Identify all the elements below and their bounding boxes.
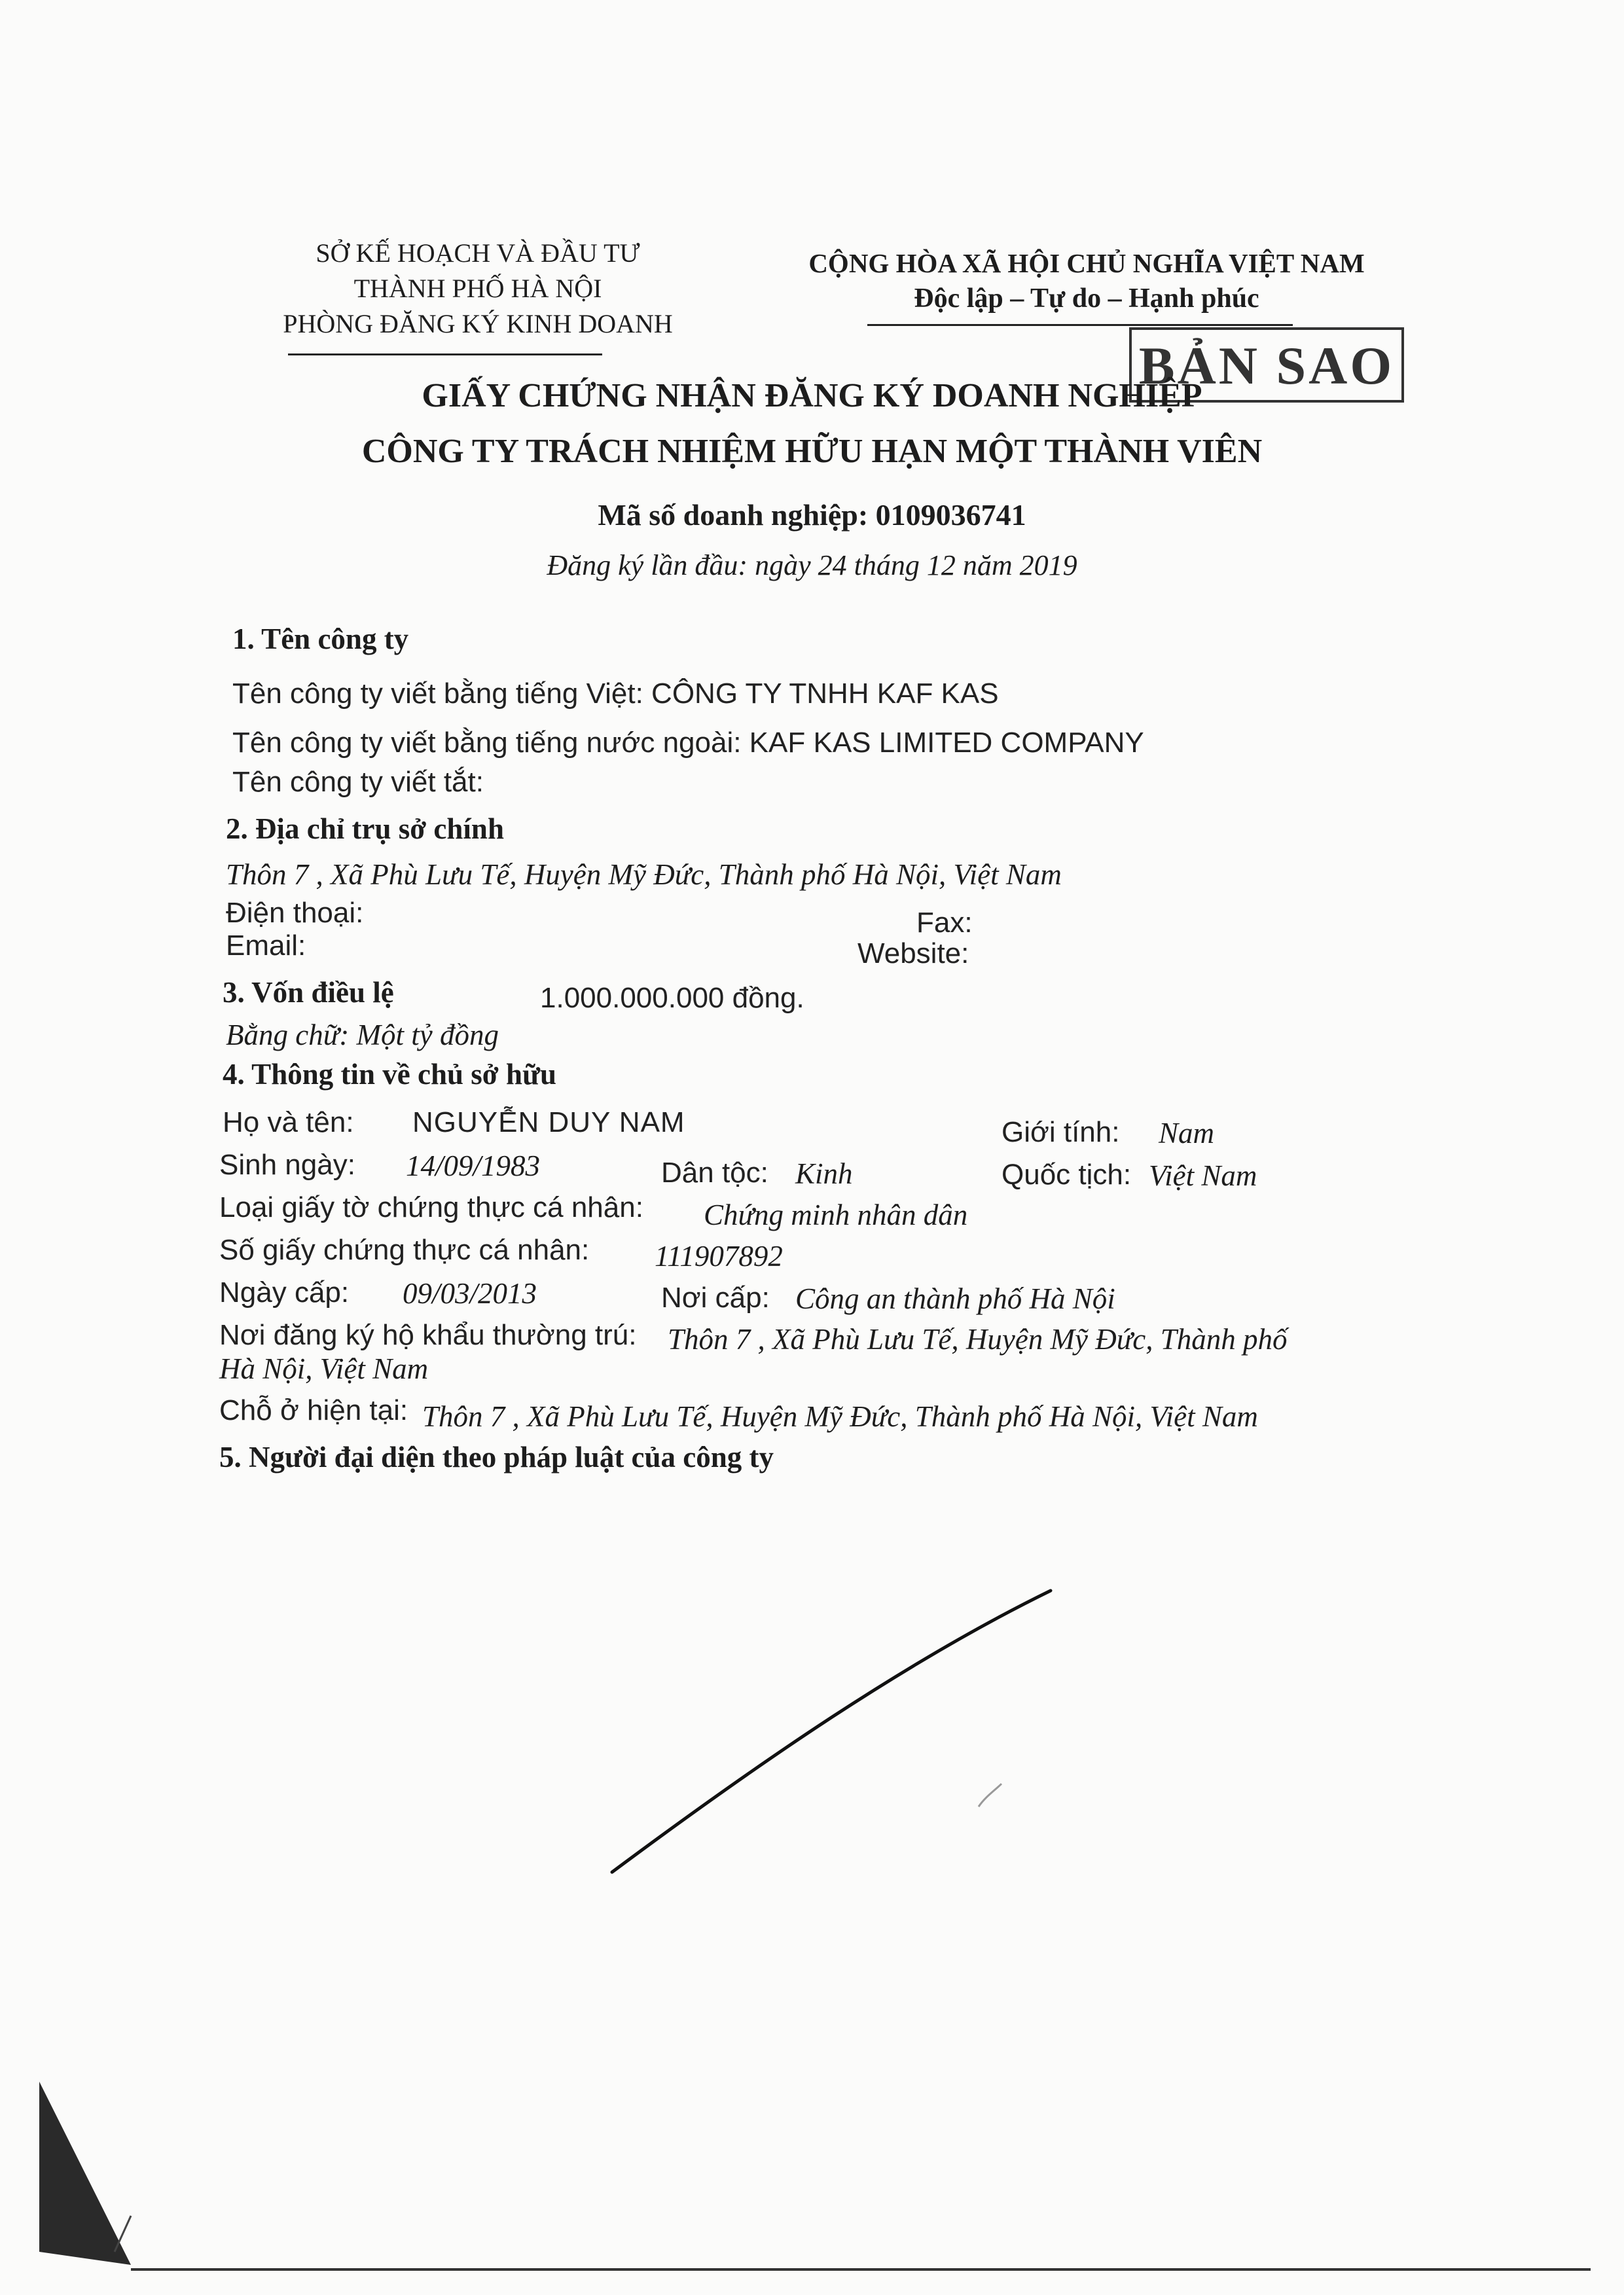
issue-date-value: 09/03/2013 <box>403 1277 537 1310</box>
current-address-value: Thôn 7 , Xã Phù Lưu Tế, Huyện Mỹ Đức, Thành phố Hà Nội, Việt Nam <box>422 1400 1258 1433</box>
nationality-label: Quốc tịch: <box>1001 1159 1132 1191</box>
corner-shadow <box>39 2082 131 2265</box>
short-company-name: Tên công ty viết tắt: <box>232 766 484 798</box>
phone-label: Điện thoại: <box>226 897 364 929</box>
email-label: Email: <box>226 930 306 962</box>
enterprise-code: Mã số doanh nghiệp: 0109036741 <box>598 498 1026 532</box>
section-4-heading: 4. Thông tin về chủ sở hữu <box>223 1058 557 1091</box>
permanent-address-line-1: Thôn 7 , Xã Phù Lưu Tế, Huyện Mỹ Đức, Thành phố <box>668 1323 1288 1356</box>
issue-date-label: Ngày cấp: <box>219 1276 350 1309</box>
dob-label: Sinh ngày: <box>219 1149 355 1181</box>
section-3-heading: 3. Vốn điều lệ <box>223 976 394 1009</box>
vn-company-name: Tên công ty viết bằng tiếng Việt: CÔNG TY TNHH KAF KAS <box>232 678 999 710</box>
head-office-address: Thôn 7 , Xã Phù Lưu Tế, Huyện Mỹ Đức, Thành phố Hà Nội, Việt Nam <box>226 858 1062 891</box>
permanent-address-label: Nơi đăng ký hộ khẩu thường trú: <box>219 1319 637 1351</box>
copy-stamp: BẢN SAO <box>1129 327 1404 403</box>
gender-label: Giới tính: <box>1001 1116 1120 1148</box>
ethnicity-label: Dân tộc: <box>661 1157 768 1189</box>
authority-line-1: SỞ KẾ HOẠCH VÀ ĐẦU TƯ <box>316 238 640 268</box>
nationality-value: Việt Nam <box>1149 1159 1257 1192</box>
website-label: Website: <box>857 937 969 969</box>
id-type-label: Loại giấy tờ chứng thực cá nhân: <box>219 1191 643 1223</box>
country-name: CỘNG HÒA XÃ HỘI CHỦ NGHĨA VIỆT NAM <box>808 248 1365 278</box>
fax-label: Fax: <box>916 907 973 939</box>
ethnicity-value: Kinh <box>795 1157 853 1190</box>
id-number-label: Số giấy chứng thực cá nhân: <box>219 1234 590 1266</box>
issue-place-value: Công an thành phố Hà Nội <box>795 1282 1115 1315</box>
certificate-title: GIẤY CHỨNG NHẬN ĐĂNG KÝ DOANH NGHIỆP <box>422 377 1202 414</box>
owner-name-label: Họ và tên: <box>223 1106 354 1138</box>
foreign-company-name: Tên công ty viết bằng tiếng nước ngoài: KAF KAS LIMITED COMPANY <box>232 727 1144 759</box>
current-address-label: Chỗ ở hiện tại: <box>219 1394 408 1426</box>
authority-line-2: THÀNH PHỐ HÀ NỘI <box>353 274 602 303</box>
first-registration-date: Đăng ký lần đầu: ngày 24 tháng 12 năm 2019 <box>547 549 1077 581</box>
charter-capital: 1.000.000.000 đồng. <box>540 982 804 1014</box>
owner-name: NGUYỄN DUY NAM <box>412 1106 685 1138</box>
id-type-value: Chứng minh nhân dân <box>704 1199 968 1231</box>
id-number-value: 111907892 <box>655 1240 783 1273</box>
authority-line-3: PHÒNG ĐĂNG KÝ KINH DOANH <box>283 309 673 338</box>
permanent-address-line-2: Hà Nội, Việt Nam <box>219 1352 429 1385</box>
capital-in-words: Bằng chữ: Một tỷ đồng <box>226 1019 499 1051</box>
issue-place-label: Nơi cấp: <box>661 1282 770 1314</box>
motto: Độc lập – Tự do – Hạnh phúc <box>914 283 1259 314</box>
page-bottom-edge <box>131 2268 1591 2271</box>
section-5-heading: 5. Người đại diện theo pháp luật của công ty <box>219 1441 774 1473</box>
gender-value: Nam <box>1159 1117 1215 1149</box>
dob-value: 14/09/1983 <box>406 1149 541 1182</box>
section-1-heading: 1. Tên công ty <box>232 623 409 655</box>
company-type-title: CÔNG TY TRÁCH NHIỆM HỮU HẠN MỘT THÀNH VIÊN <box>361 433 1263 470</box>
section-2-heading: 2. Địa chỉ trụ sở chính <box>226 812 504 845</box>
